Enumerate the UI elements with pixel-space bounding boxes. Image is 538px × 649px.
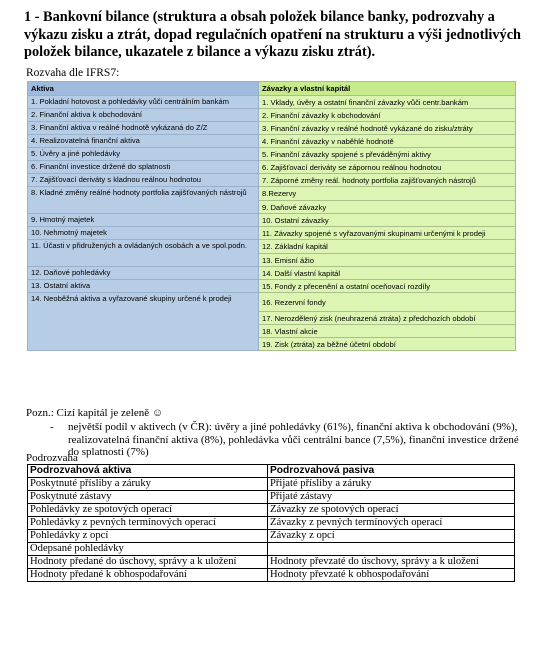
- ifrs-row: [28, 293, 516, 312]
- balance-subtitle: Rozvaha dle IFRS7:: [26, 67, 120, 79]
- ifrs-row: [28, 267, 516, 280]
- offbalance-row: [28, 478, 515, 491]
- offbalance-row: [28, 491, 515, 504]
- ifrs-row: [28, 280, 516, 293]
- offbalance-row: [28, 556, 515, 569]
- ifrs-row: [28, 174, 516, 187]
- bullet-marker: -: [50, 421, 54, 433]
- offbalance-liability-item: Závazky ze spotových operací: [268, 504, 515, 517]
- asset-item: 6. Finanční investice držené do splatnosti: [28, 161, 259, 174]
- liability-item: 2. Finanční závazky k obchodování: [259, 109, 516, 122]
- ifrs-row: [28, 240, 516, 254]
- ifrs-row: [28, 214, 516, 227]
- liability-item: 14. Další vlastní kapitál: [259, 267, 516, 280]
- liability-item: 3. Finanční závazky v reálné hodnotě vykázané do zisku/ztráty: [259, 122, 516, 135]
- offbalance-row: [28, 569, 515, 582]
- ifrs-row: [28, 109, 516, 122]
- liability-item: 13. Emisní ážio: [259, 254, 516, 267]
- assets-header: Aktiva: [28, 82, 259, 96]
- liability-item: 10. Ostatní závazky: [259, 214, 516, 227]
- asset-item: 14. Neoběžná aktiva a vyřazované skupiny určené k prodeji: [28, 293, 259, 351]
- offbalance-asset-item: Pohledávky ze spotových operací: [28, 504, 268, 517]
- offbalance-asset-item: Hodnoty předané do úschovy, správy a k uložení: [28, 556, 268, 569]
- asset-item: 3. Finanční aktiva v reálné hodnotě vykázaná do Z/Z: [28, 122, 259, 135]
- asset-item: 13. Ostatní aktiva: [28, 280, 259, 293]
- liability-item: 12. Základní kapitál: [259, 240, 516, 254]
- liability-item: 1. Vklady, úvěry a ostatní finanční závazky vůči centr.bankám: [259, 96, 516, 109]
- liability-item: 9. Daňové závazky: [259, 201, 516, 214]
- ifrs-row: [28, 148, 516, 161]
- ifrs-header-row: [28, 82, 516, 96]
- ifrs-row: [28, 135, 516, 148]
- asset-item: 10. Nehmotný majetek: [28, 227, 259, 240]
- offbalance-table: [27, 464, 515, 582]
- offbalance-asset-item: Odepsané pohledávky: [28, 543, 268, 556]
- offbalance-asset-item: Hodnoty předané k obhospodařování: [28, 569, 268, 582]
- offbalance-liability-item: Závazky z pevných termínových operací: [268, 517, 515, 530]
- largest-share-bullet: největší podíl v aktivech (v ČR): úvěry a jiné pohledávky (61%), finanční aktiva k obchodování (9%), realizovatelná finanční aktiva (8%), pohledávka vůči centrální bance (7,5%), finanční investice držené do splatnosti (7%): [68, 421, 519, 458]
- offbalance-asset-item: Pohledávky z pevných termínových operací: [28, 517, 268, 530]
- asset-item: 1. Pokladní hotovost a pohledávky vůči centrálním bankám: [28, 96, 259, 109]
- liability-item: 11. Závazky spojené s vyřazovanými skupinami určenými k prodeji: [259, 227, 516, 240]
- liability-item: 4. Finanční závazky v naběhlé hodnotě: [259, 135, 516, 148]
- liability-item: 6. Zajišťovací deriváty se zápornou reálnou hodnotou: [259, 161, 516, 174]
- liabilities-header: Závazky a vlastní kapitál: [259, 82, 516, 96]
- offbalance-liability-item: [268, 543, 515, 556]
- ifrs-row: [28, 161, 516, 174]
- asset-item: 5. Úvěry a jiné pohledávky: [28, 148, 259, 161]
- ifrs-row: [28, 122, 516, 135]
- offbalance-asset-item: Poskytnuté zástavy: [28, 491, 268, 504]
- offbalance-row: [28, 504, 515, 517]
- asset-item: 8. Kladné změny reálné hodnoty portfolia zajišťovaných nástrojů: [28, 187, 259, 214]
- offbalance-row: [28, 517, 515, 530]
- offbalance-row: [28, 543, 515, 556]
- asset-item: 2. Finanční aktiva k obchodování: [28, 109, 259, 122]
- liability-item: 19. Zisk (ztráta) za běžné účetní období: [259, 338, 516, 351]
- liability-item: 7. Záporné změny reál. hodnoty portfolia zajišťovaných nástrojů: [259, 174, 516, 187]
- offbalance-liability-item: Přijaté přísliby a záruky: [268, 478, 515, 491]
- offbalance-liability-item: Hodnoty převzaté k obhospodařování: [268, 569, 515, 582]
- offbalance-row: [28, 530, 515, 543]
- asset-item: 4. Realizovatelná finanční aktiva: [28, 135, 259, 148]
- green-note: Pozn.: Cizí kapitál je zeleně ☺: [26, 407, 164, 419]
- liability-item: 16. Rezervní fondy: [259, 293, 516, 312]
- ifrs-row: [28, 227, 516, 240]
- asset-item: 12. Daňové pohledávky: [28, 267, 259, 280]
- offbalance-liabilities-header: Podrozvahová pasiva: [268, 465, 515, 478]
- page-heading: 1 - Bankovní bilance (struktura a obsah položek bilance banky, podrozvahy a výkazu zisku a ztrát, dopad regulačních opatření na strukturu a výši jednotlivých položek bilance, ukazatele z bilance a výkazu zisku ztrát).: [24, 9, 521, 60]
- ifrs-row: [28, 96, 516, 109]
- offbalance-asset-item: Pohledávky z opcí: [28, 530, 268, 543]
- ifrs-balance-table: [27, 81, 516, 351]
- offbalance-liability-item: Závazky z opcí: [268, 530, 515, 543]
- liability-item: 8.Rezervy: [259, 187, 516, 201]
- liability-item: 17. Nerozdělený zisk (neuhrazená ztráta) z předchozích období: [259, 312, 516, 325]
- liability-item: 18. Vlastní akcie: [259, 325, 516, 338]
- offbalance-liability-item: Hodnoty převzaté do úschovy, správy a k uložení: [268, 556, 515, 569]
- offbalance-assets-header: Podrozvahová aktiva: [28, 465, 268, 478]
- offbalance-asset-item: Poskytnuté přísliby a záruky: [28, 478, 268, 491]
- ifrs-row: [28, 187, 516, 201]
- liability-item: 15. Fondy z přecenění a ostatní oceňovací rozdíly: [259, 280, 516, 293]
- liability-item: 5. Finanční závazky spojené s převáděnými aktivy: [259, 148, 516, 161]
- asset-item: 7. Zajišťovací deriváty s kladnou reálnou hodnotou: [28, 174, 259, 187]
- asset-item: 11. Účasti v přidružených a ovládaných osobách a ve spol.podn.: [28, 240, 259, 267]
- offbalance-header-row: [28, 465, 515, 478]
- offbalance-liability-item: Přijaté zástavy: [268, 491, 515, 504]
- asset-item: 9. Hmotný majetek: [28, 214, 259, 227]
- offbalance-title: Podrozvaha: [26, 452, 78, 464]
